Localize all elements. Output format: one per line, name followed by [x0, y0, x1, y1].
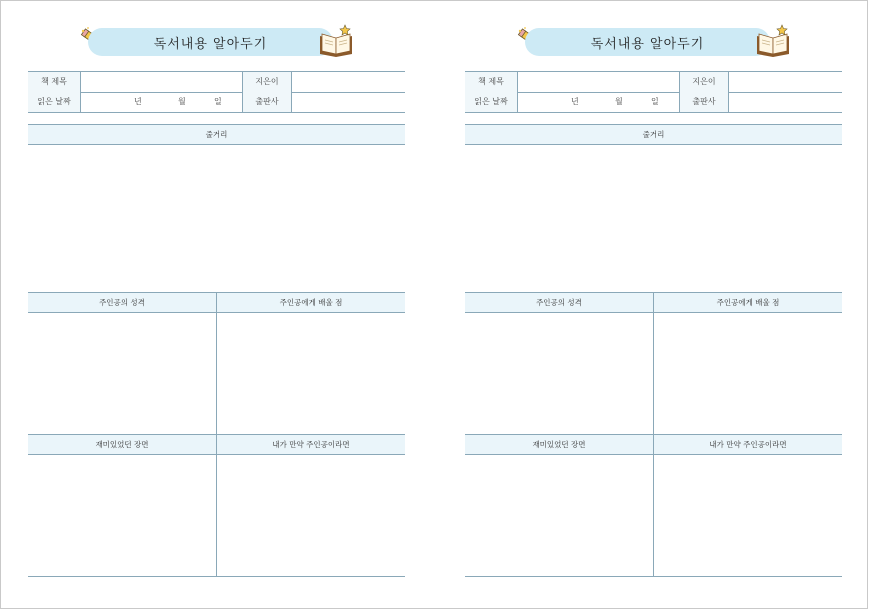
info-row-title [28, 72, 405, 93]
month-unit: 월 [615, 97, 623, 106]
if-protagonist-header: 내가 만약 주인공이라면 [217, 434, 405, 455]
day-unit: 일 [651, 97, 659, 106]
protagonist-character-header: 주인공의 성격 [28, 292, 216, 313]
info-row-title [465, 72, 842, 93]
lessons-header: 주인공에게 배울 점 [654, 292, 842, 313]
read-date-label: 읽은 날짜 [28, 92, 81, 112]
worksheet-right [465, 0, 842, 611]
publisher-label: 출판사 [679, 92, 729, 112]
info-row-date [28, 92, 405, 112]
fun-scene-header: 재미있었던 장면 [28, 434, 216, 455]
info-row-date [465, 92, 842, 112]
protagonist-character-header: 주인공의 성격 [465, 292, 653, 313]
year-unit: 년 [134, 97, 142, 106]
book-title-label: 책 제목 [28, 72, 81, 92]
author-label: 지은이 [242, 72, 292, 92]
book-title-label: 책 제목 [465, 72, 518, 92]
sheet-title: 독서내용 알아두기 [153, 37, 268, 52]
title-banner [88, 28, 333, 56]
bottom-rule [465, 576, 842, 577]
divider-vertical [216, 434, 217, 576]
author-label: 지은이 [679, 72, 729, 92]
book-info-table [28, 71, 405, 113]
worksheet-left [28, 0, 405, 611]
publisher-label: 출판사 [242, 92, 292, 112]
divider-vertical [653, 292, 654, 434]
divider-vertical [653, 434, 654, 576]
month-unit: 월 [178, 97, 186, 106]
divider-vertical [216, 292, 217, 434]
book-icon [755, 24, 791, 58]
title-banner [525, 28, 770, 56]
book-info-table [465, 71, 842, 113]
if-protagonist-header: 내가 만약 주인공이라면 [654, 434, 842, 455]
day-unit: 일 [214, 97, 222, 106]
plot-header: 줄거리 [28, 124, 405, 145]
lessons-header: 주인공에게 배울 점 [217, 292, 405, 313]
book-icon [318, 24, 354, 58]
read-date-label: 읽은 날짜 [465, 92, 518, 112]
plot-header: 줄거리 [465, 124, 842, 145]
bottom-rule [28, 576, 405, 577]
fun-scene-header: 재미있었던 장면 [465, 434, 653, 455]
year-unit: 년 [571, 97, 579, 106]
sheet-title: 독서내용 알아두기 [590, 37, 705, 52]
